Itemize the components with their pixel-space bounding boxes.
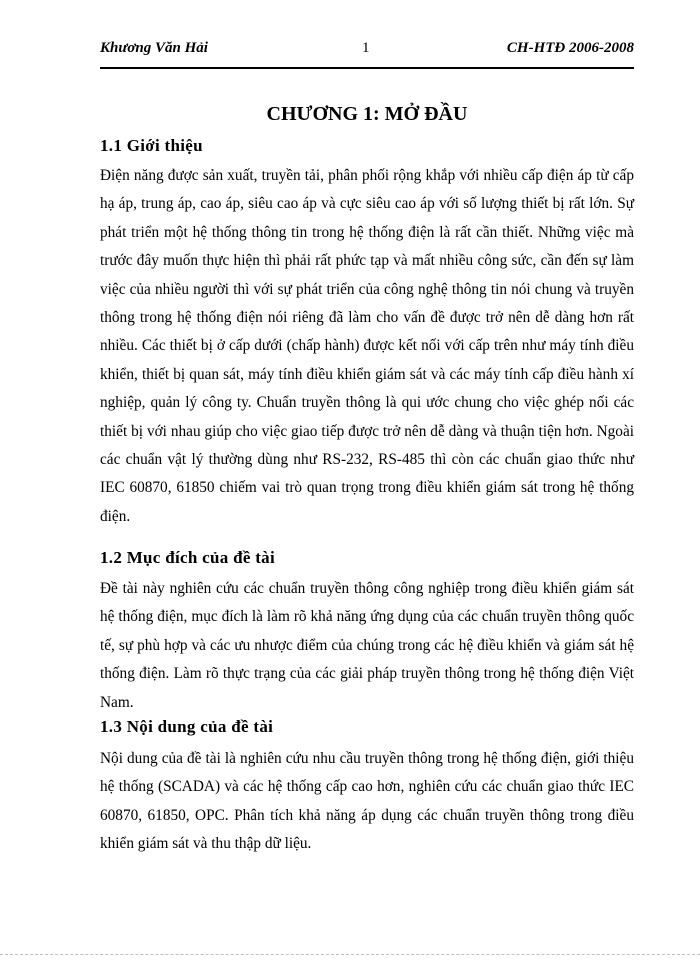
section-body-1-2: Đề tài này nghiên cứu các chuẩn truyền thông công nghiệp trong điều khiển giám sát hệ thống điện, mục đích là làm rõ khả năng ứng dụng của các chuẩn truyền thông quốc tế, sự phù hợp và các ưu nhược điểm của chúng trong các hệ điều khiển và giám sát hệ thống điện. Làm rõ thực trạng của các giải pháp truyền thông trong hệ thống điện Việt Nam. — [100, 580, 634, 711]
header-page-number: 1 — [362, 40, 370, 56]
section-body-1-3: Nội dung của đề tài là nghiên cứu nhu cầu truyền thông trong hệ thống điện, giới thiệu hệ thống (SCADA) và các hệ thống cấp cao hơn, nghiên cứu các chuẩn giao thức IEC 60870, 61850, OPC. Phân tích khả năng áp dụng các chuẩn truyền thông trong điều khiển giám sát và thu thập dữ liệu. — [100, 750, 634, 853]
header-divider — [100, 67, 634, 69]
chapter-title: CHƯƠNG 1: MỞ ĐẦU — [266, 103, 468, 125]
header-author: Khương Văn Hải — [100, 40, 208, 56]
section-heading-1-3: 1.3 Nội dung của đề tài — [100, 717, 274, 736]
header-document-code: CH-HTĐ 2006-2008 — [506, 40, 634, 56]
section-heading-1-1: 1.1 Giới thiệu — [100, 136, 203, 155]
page-bottom-edge — [0, 954, 700, 955]
section-heading-1-2: 1.2 Mục đích của đề tài — [100, 548, 276, 567]
page-header — [100, 40, 634, 66]
section-body-1-1: Điện năng được sản xuất, truyền tải, phân phối rộng khắp với nhiều cấp điện áp từ cấp hạ áp, trung áp, cao áp, siêu cao áp và cực siêu cao áp với số lượng thiết bị rất lớn. Sự phát triển một hệ thống thông tin trong hệ thống điện là rất cần thiết. Những việc mà trước đây muốn thực hiện thì phải rất phức tạp và mất nhiều công sức, cần đến sự làm việc của nhiều người thì với sự phát triển của công nghệ thông tin nói chung và truyền thông trong hệ thống điện nói riêng đã làm cho vấn đề được trở nên dễ dàng hơn rất nhiều. Các thiết bị ở cấp dưới (chấp hành) được kết nối với cấp trên như máy tính điều khiển, thiết bị quan sát, máy tính điều khiển giám sát và các máy tính cấp điều hành xí nghiệp, quản lý công ty. Chuẩn truyền thông là qui ước chung cho việc ghép nối các thiết bị với nhau giúp cho việc giao tiếp được trở nên dễ dàng và thuận tiện hơn. Ngoài các chuẩn vật lý thường dùng như RS-232, RS-485 thì còn các chuẩn giao thức như IEC 60870, 61850 chiếm vai trò quan trọng trong điều khiển giám sát trong hệ thống điện. — [100, 167, 634, 525]
